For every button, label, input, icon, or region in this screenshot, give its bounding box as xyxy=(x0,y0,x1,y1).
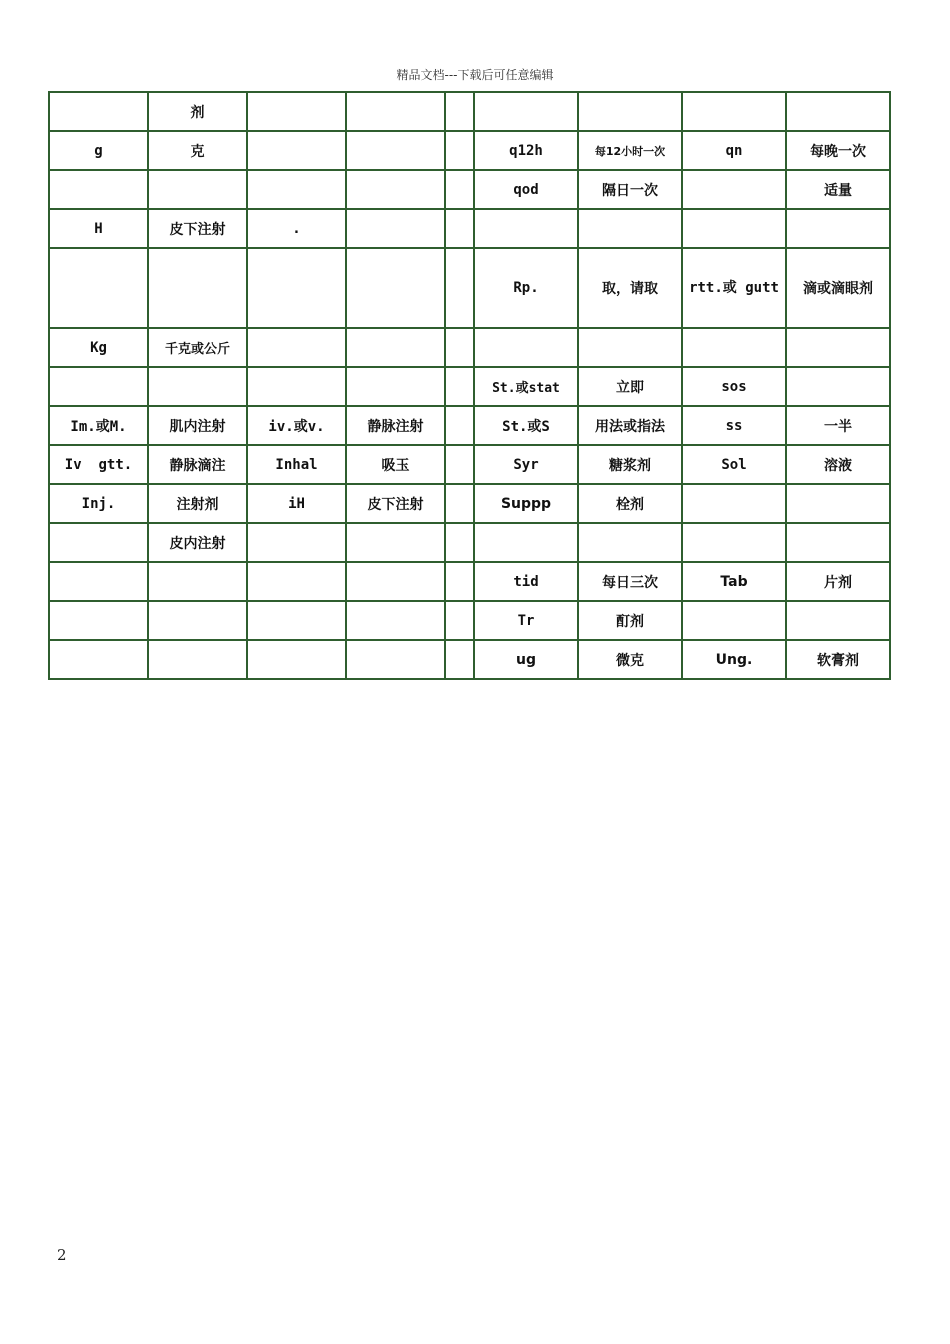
table-row xyxy=(49,484,890,523)
table-cell xyxy=(247,248,346,328)
table-row xyxy=(49,445,890,484)
table-cell xyxy=(474,209,578,248)
table-cell: H xyxy=(49,209,148,248)
table-cell: Sol xyxy=(682,445,786,484)
table-cell xyxy=(346,523,445,562)
table-cell: Rp. xyxy=(474,248,578,328)
table-cell xyxy=(49,367,148,406)
table-cell xyxy=(247,328,346,367)
table-cell xyxy=(682,328,786,367)
table-cell xyxy=(49,562,148,601)
table-cell: 克 xyxy=(148,131,247,170)
table-gap-cell xyxy=(445,328,474,367)
table-cell xyxy=(578,328,682,367)
table-cell: 注射剂 xyxy=(148,484,247,523)
table-cell: St.或S xyxy=(474,406,578,445)
table-row xyxy=(49,640,890,679)
table-cell xyxy=(682,601,786,640)
table-gap-cell xyxy=(445,92,474,131)
table-cell xyxy=(49,523,148,562)
table-cell xyxy=(346,367,445,406)
table-cell: 吸玉 xyxy=(346,445,445,484)
table-cell: 用法或指法 xyxy=(578,406,682,445)
table-cell xyxy=(682,92,786,131)
table-cell: 微克 xyxy=(578,640,682,679)
table-row xyxy=(49,170,890,209)
table-cell: Syr xyxy=(474,445,578,484)
table-cell xyxy=(346,170,445,209)
table-cell: Iv gtt. xyxy=(49,445,148,484)
table-cell: rtt.或 gutt xyxy=(682,248,786,328)
table-gap-cell xyxy=(445,406,474,445)
table-cell xyxy=(786,601,890,640)
table-cell: 软膏剂 xyxy=(786,640,890,679)
table-cell: 溶液 xyxy=(786,445,890,484)
table-cell: Ung. xyxy=(682,640,786,679)
table-cell: 静脉滴注 xyxy=(148,445,247,484)
table-cell xyxy=(346,131,445,170)
table-cell: St.或stat xyxy=(474,367,578,406)
table-cell xyxy=(346,209,445,248)
table-cell xyxy=(578,92,682,131)
table-cell xyxy=(786,92,890,131)
table-cell: 千克或公斤 xyxy=(148,328,247,367)
table-gap-cell xyxy=(445,601,474,640)
table-cell xyxy=(148,640,247,679)
table-cell: Inj. xyxy=(49,484,148,523)
table-cell: 隔日一次 xyxy=(578,170,682,209)
abbreviation-table xyxy=(48,91,891,680)
table-cell: 滴或滴眼剂 xyxy=(786,248,890,328)
table-cell: Im.或M. xyxy=(49,406,148,445)
table-cell: 栓剂 xyxy=(578,484,682,523)
table-cell: sos xyxy=(682,367,786,406)
table-cell xyxy=(578,209,682,248)
table-cell: Inhal xyxy=(247,445,346,484)
table-gap-cell xyxy=(445,367,474,406)
table-cell xyxy=(247,367,346,406)
table-gap-cell xyxy=(445,562,474,601)
table-cell xyxy=(474,328,578,367)
table-cell xyxy=(682,523,786,562)
table-cell: ug xyxy=(474,640,578,679)
table-cell: 每12小时一次 xyxy=(578,131,682,170)
table-gap-cell xyxy=(445,209,474,248)
table-row xyxy=(49,523,890,562)
table-cell: Tab xyxy=(682,562,786,601)
table-row xyxy=(49,562,890,601)
table-cell xyxy=(247,601,346,640)
table-cell: . xyxy=(247,209,346,248)
table-cell: 一半 xyxy=(786,406,890,445)
table-cell xyxy=(247,170,346,209)
table-cell xyxy=(786,484,890,523)
table-row xyxy=(49,248,890,328)
table-cell: tid xyxy=(474,562,578,601)
table-cell: Suppp xyxy=(474,484,578,523)
table-cell: 酊剂 xyxy=(578,601,682,640)
table-cell xyxy=(682,209,786,248)
table-row xyxy=(49,328,890,367)
table-cell xyxy=(49,248,148,328)
table-row xyxy=(49,209,890,248)
table-cell xyxy=(148,601,247,640)
table-cell xyxy=(786,367,890,406)
table-cell xyxy=(49,170,148,209)
table-cell xyxy=(247,562,346,601)
table-cell: 静脉注射 xyxy=(346,406,445,445)
table-cell: g xyxy=(49,131,148,170)
table-row xyxy=(49,131,890,170)
table-cell: 糖浆剂 xyxy=(578,445,682,484)
table-cell xyxy=(346,328,445,367)
table-cell xyxy=(49,601,148,640)
table-cell xyxy=(786,328,890,367)
table-cell: 每晚一次 xyxy=(786,131,890,170)
table-cell xyxy=(247,640,346,679)
table-cell xyxy=(247,131,346,170)
page-header: 精品文档---下载后可任意编辑 xyxy=(396,68,554,82)
table-cell: q12h xyxy=(474,131,578,170)
table-cell xyxy=(148,562,247,601)
table-cell: iv.或v. xyxy=(247,406,346,445)
table-cell: 片剂 xyxy=(786,562,890,601)
table-cell: 取，请取 xyxy=(578,248,682,328)
table-cell: Tr xyxy=(474,601,578,640)
table-row xyxy=(49,406,890,445)
table-cell xyxy=(682,170,786,209)
table-cell: 皮下注射 xyxy=(346,484,445,523)
table-cell xyxy=(786,209,890,248)
table-cell xyxy=(786,523,890,562)
table-cell: qod xyxy=(474,170,578,209)
table-cell xyxy=(346,562,445,601)
table-cell: 立即 xyxy=(578,367,682,406)
table-cell xyxy=(148,367,247,406)
table-gap-cell xyxy=(445,248,474,328)
table-cell xyxy=(346,92,445,131)
table-row xyxy=(49,601,890,640)
table-cell xyxy=(148,170,247,209)
table-cell xyxy=(148,248,247,328)
table-cell xyxy=(49,92,148,131)
table-cell xyxy=(578,523,682,562)
table-cell: 皮内注射 xyxy=(148,523,247,562)
table-cell: 剂 xyxy=(148,92,247,131)
table-cell: 肌内注射 xyxy=(148,406,247,445)
table-cell xyxy=(247,92,346,131)
table-cell: ss xyxy=(682,406,786,445)
table-cell xyxy=(474,523,578,562)
table-cell: 皮下注射 xyxy=(148,209,247,248)
table-cell xyxy=(682,484,786,523)
table-gap-cell xyxy=(445,131,474,170)
table-cell: 每日三次 xyxy=(578,562,682,601)
table-cell xyxy=(346,248,445,328)
table-cell: qn xyxy=(682,131,786,170)
table-cell xyxy=(346,601,445,640)
page-number: 2 xyxy=(57,1246,67,1264)
table-row xyxy=(49,367,890,406)
table-gap-cell xyxy=(445,484,474,523)
table-cell xyxy=(49,640,148,679)
table-cell xyxy=(474,92,578,131)
table-cell: 适量 xyxy=(786,170,890,209)
table-gap-cell xyxy=(445,523,474,562)
table-row xyxy=(49,92,890,131)
table-cell xyxy=(247,523,346,562)
table-gap-cell xyxy=(445,445,474,484)
table-cell xyxy=(346,640,445,679)
table-cell: iH xyxy=(247,484,346,523)
table-cell: Kg xyxy=(49,328,148,367)
table-gap-cell xyxy=(445,640,474,679)
table-gap-cell xyxy=(445,170,474,209)
